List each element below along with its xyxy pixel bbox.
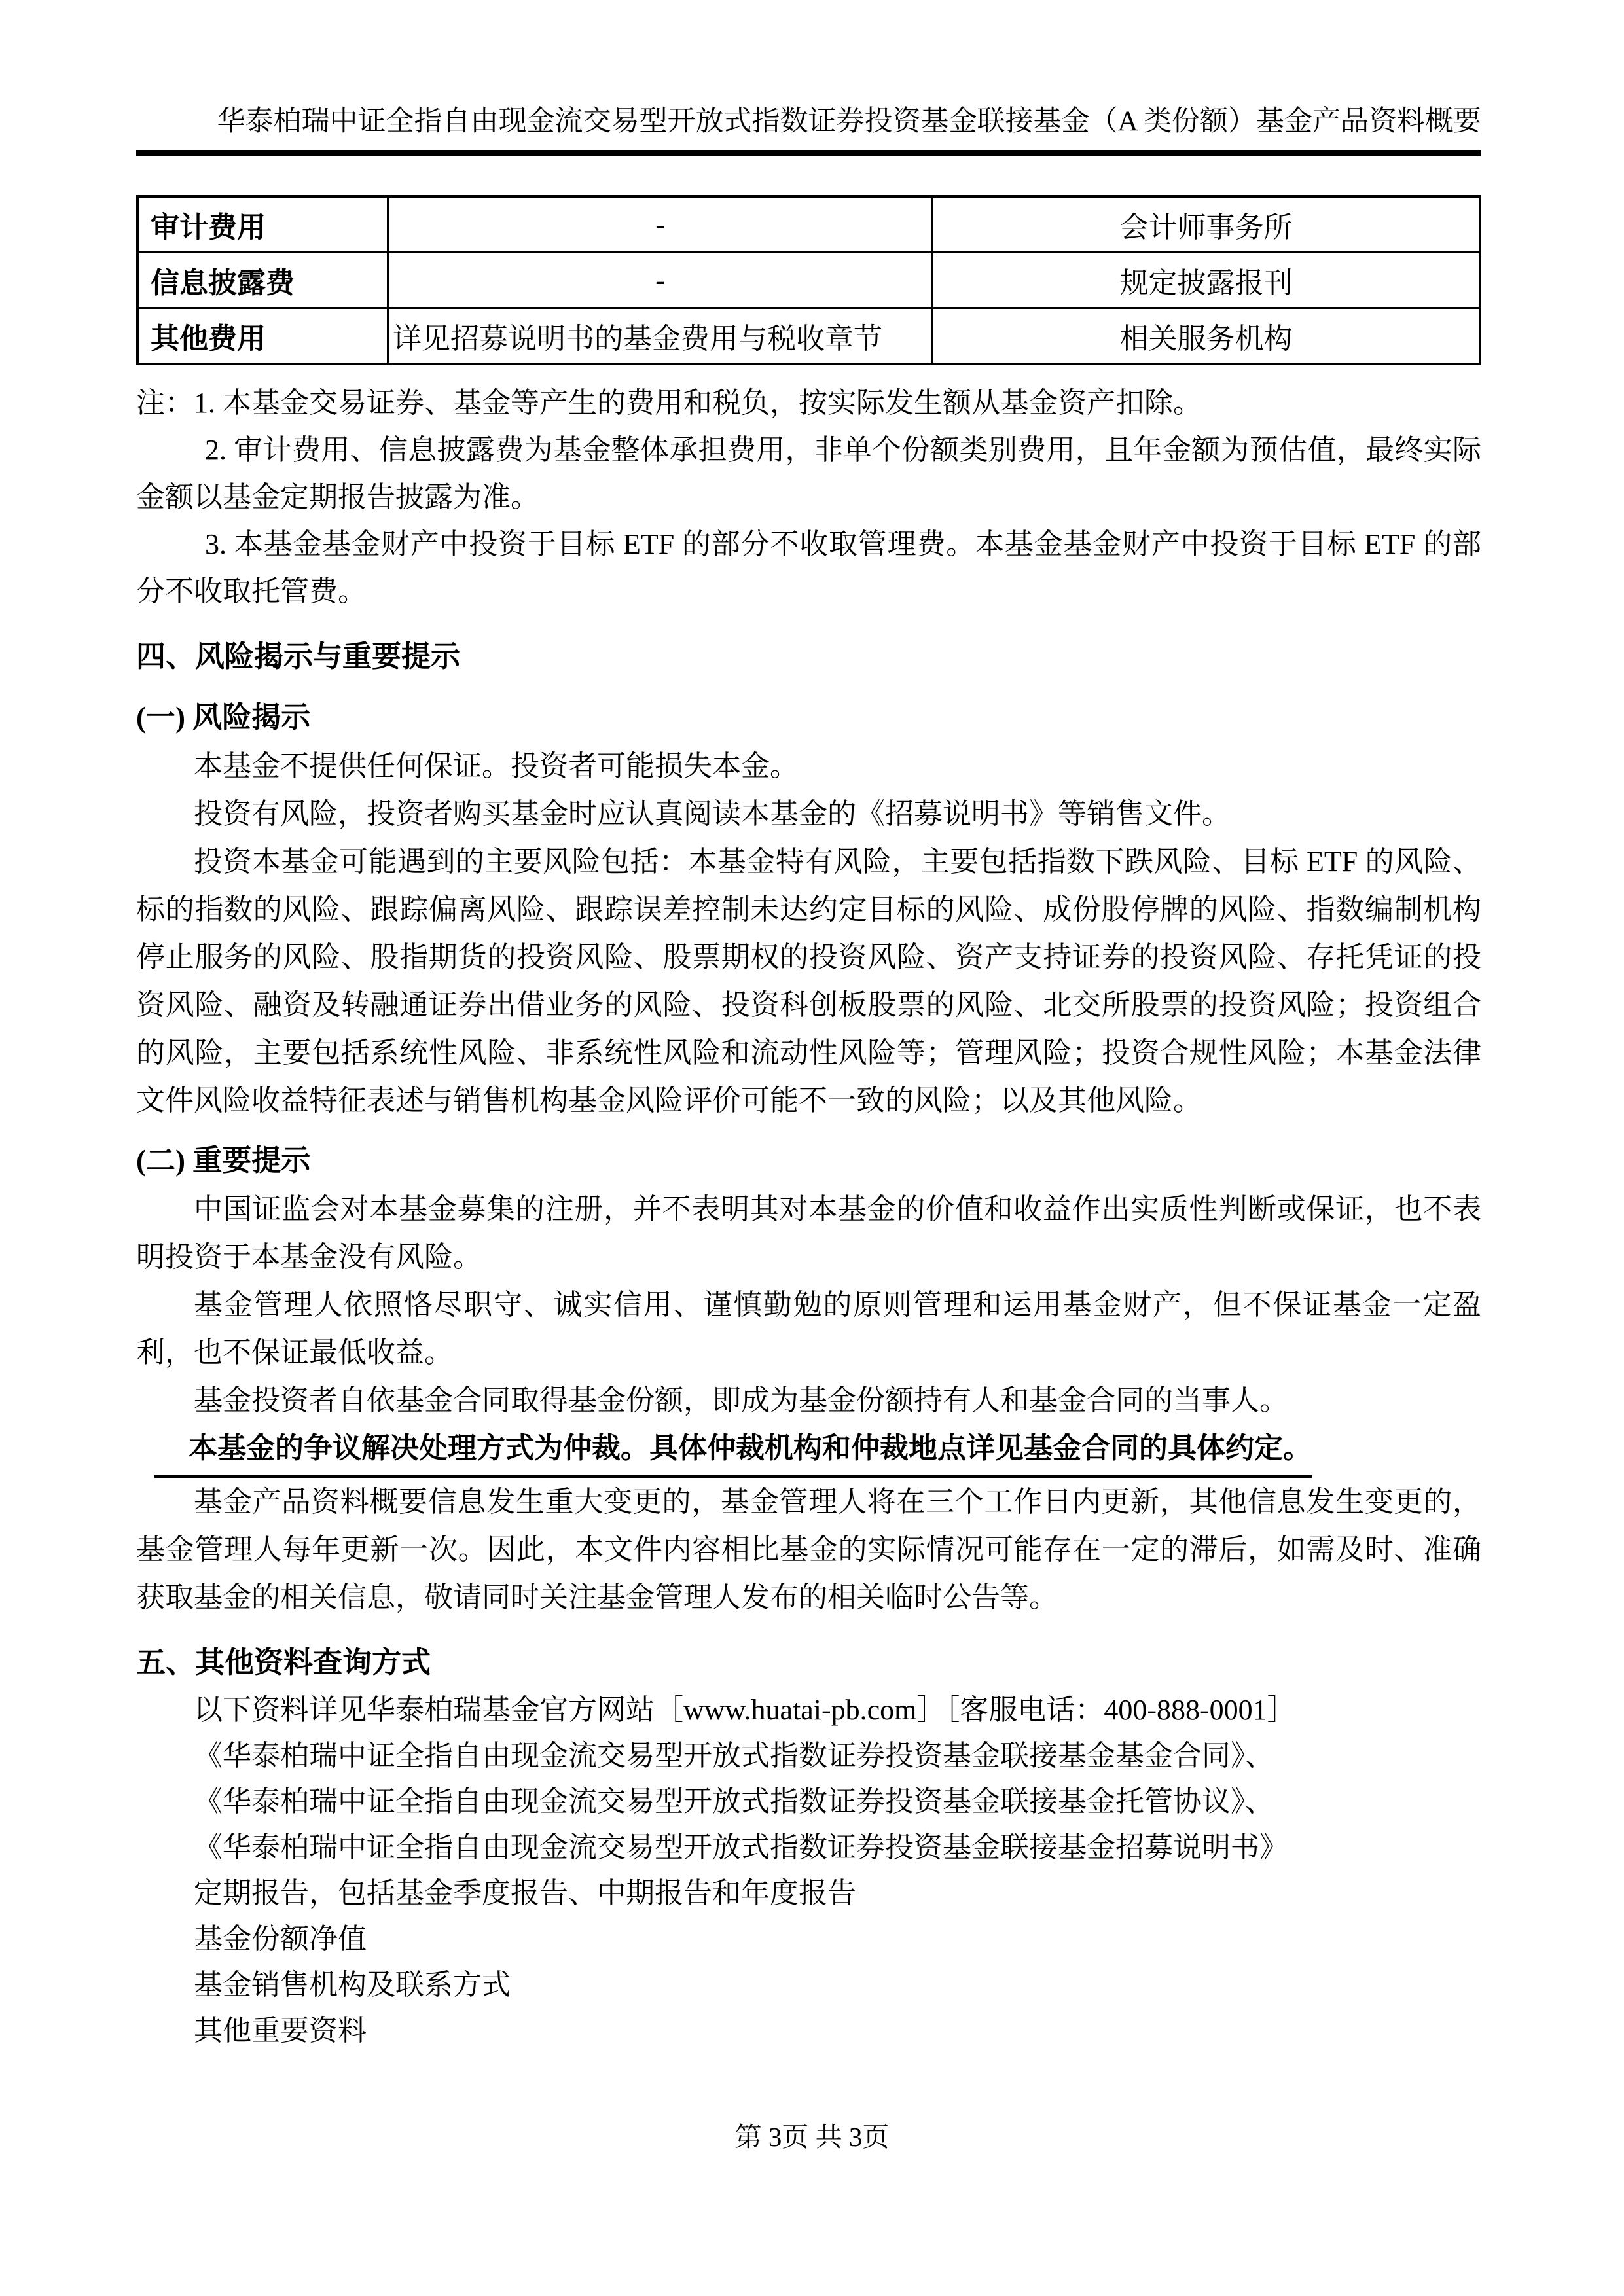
info-list-item-sales-agencies: 基金销售机构及联系方式	[194, 1969, 511, 2001]
notice-paragraph-5: 基金产品资料概要信息发生重大变更的，基金管理人将在三个工作日内更新，其他信息发生变更的，基金管理人每年更新一次。因此，本文件内容相比基金的实际情况可能存在一定的滞后，如需及时、准确获取基金的相关信息，敬请同时关注基金管理人发布的相关临时公告等。	[136, 1486, 1481, 1613]
fee-value-cell: -	[388, 196, 933, 253]
page-number: 第 3页 共 3页	[734, 2122, 890, 2152]
note-paragraph-2: 2. 审计费用、信息披露费为基金整体承担费用，非单个份额类别费用，且年金额为预估值，最终实际金额以基金定期报告披露为准。	[136, 434, 1481, 513]
risk-paragraph-1: 本基金不提供任何保证。投资者可能损失本金。	[194, 750, 799, 782]
fee-row-audit	[137, 196, 1480, 253]
notice-paragraph-1: 中国证监会对本基金募集的注册，并不表明其对本基金的价值和收益作出实质性判断或保证，也不表明投资于本基金没有风险。	[136, 1193, 1481, 1273]
arbitration-notice	[136, 1424, 1481, 1478]
table-notes	[136, 380, 1481, 615]
section-4-heading: 四、风险揭示与重要提示	[136, 640, 461, 673]
fee-item-cell: 审计费用	[137, 196, 388, 253]
notice-paragraph-2: 基金管理人依照恪尽职守、诚实信用、谨慎勤勉的原则管理和运用基金财产，但不保证基金一定盈利，也不保证最低收益。	[136, 1289, 1481, 1369]
fee-row-disclosure	[137, 253, 1480, 308]
risk-paragraph-3: 投资本基金可能遇到的主要风险包括：本基金特有风险，主要包括指数下跌风险、目标 ETF 的风险、标的指数的风险、跟踪偏离风险、跟踪误差控制未达约定目标的风险、成份股停牌的风险、指数编制机构停止服务的风险、股指期货的投资风险、股票期权的投资风险、资产支持证券的投资风险、存托凭证的投资风险、融资及转融通证券出借业务的风险、投资科创板股票的风险、北交所股票的投资风险；投资组合的风险，主要包括系统性风险、非系统性风险和流动性风险等；管理风险；投资合规性风险；本基金法律文件风险收益特征表述与销售机构基金风险评价可能不一致的风险；以及其他风险。	[136, 846, 1481, 1117]
note-paragraph-1: 注：1. 本基金交易证券、基金等产生的费用和税负，按实际发生额从基金资产扣除。	[136, 387, 1202, 419]
info-list-item-fund-contract: 《华泰柏瑞中证全指自由现金流交易型开放式指数证券投资基金联接基金基金合同》、	[194, 1740, 1274, 1772]
risk-paragraph-2: 投资有风险，投资者购买基金时应认真阅读本基金的《招募说明书》等销售文件。	[194, 798, 1231, 830]
section-5-heading: 五、其他资料查询方式	[136, 1646, 431, 1679]
fee-value-cell: 详见招募说明书的基金费用与税收章节	[388, 308, 933, 365]
note-paragraph-3: 3. 本基金基金财产中投资于目标 ETF 的部分不收取管理费。本基金基金财产中投资于目标 ETF 的部分不收取托管费。	[136, 528, 1481, 607]
fee-recipient-cell: 相关服务机构	[933, 308, 1480, 365]
page-footer	[0, 2115, 1624, 2154]
fee-value-cell: -	[388, 253, 933, 308]
fee-row-other	[137, 308, 1480, 365]
info-list-item-other-materials: 其他重要资料	[194, 2015, 367, 2047]
info-list-item-custody-agreement: 《华泰柏瑞中证全指自由现金流交易型开放式指数证券投资基金联接基金托管协议》、	[194, 1785, 1274, 1818]
section-4-2-heading: (二) 重要提示	[136, 1144, 311, 1177]
header-rule	[136, 150, 1481, 156]
notice-paragraph-3: 基金投资者自依基金合同取得基金份额，即成为基金份额持有人和基金合同的当事人。	[194, 1384, 1288, 1416]
fee-recipient-cell: 规定披露报刊	[933, 253, 1480, 308]
fee-item-cell: 信息披露费	[137, 253, 388, 308]
info-list-item-periodic-reports: 定期报告，包括基金季度报告、中期报告和年度报告	[194, 1877, 856, 1909]
page-title: 华泰柏瑞中证全指自由现金流交易型开放式指数证券投资基金联接基金（A 类份额）基金产品资料概要	[217, 106, 1481, 137]
fee-item-cell: 其他费用	[137, 308, 388, 365]
info-list-item-nav: 基金份额净值	[194, 1923, 367, 1955]
info-list-item-website: 以下资料详见华泰柏瑞基金官方网站［www.huatai-pb.com］［客服电话：400-888-0001］	[194, 1694, 1296, 1726]
info-list-item-prospectus: 《华泰柏瑞中证全指自由现金流交易型开放式指数证券投资基金联接基金招募说明书》	[194, 1831, 1288, 1863]
fee-recipient-cell: 会计师事务所	[933, 196, 1480, 253]
info-list	[136, 1687, 1481, 2054]
section-4-1-heading: (一) 风险揭示	[136, 701, 311, 734]
fees-table	[136, 195, 1481, 365]
arbitration-notice-text: 本基金的争议解决处理方式为仲裁。具体仲裁机构和仲裁地点详见基金合同的具体约定。	[154, 1424, 1312, 1478]
